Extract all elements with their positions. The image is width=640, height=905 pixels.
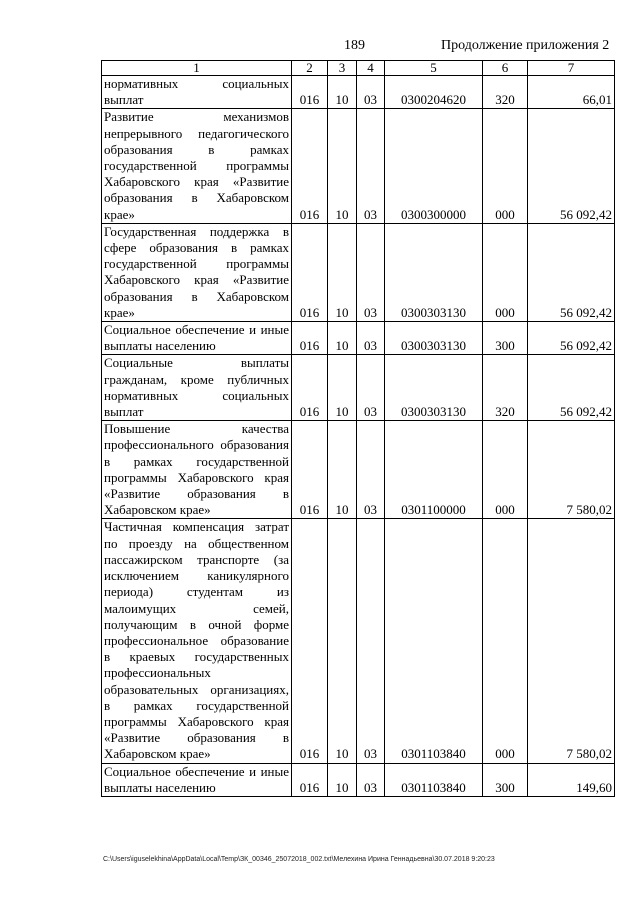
table-row [102, 109, 615, 223]
expense-type-code: 000 [483, 421, 528, 519]
section-code: 10 [328, 109, 357, 223]
expense-type-code: 000 [483, 109, 528, 223]
subsection-code: 03 [357, 355, 385, 421]
column-header: 3 [328, 61, 357, 76]
ministry-code: 016 [292, 355, 328, 421]
expense-description: Государственная поддержка в сфере образования в рамках государственной программы Хабаровского края «Развитие образования в Хабаровском крае» [102, 223, 292, 321]
table-row [102, 223, 615, 321]
expense-type-code: 320 [483, 355, 528, 421]
ministry-code: 016 [292, 519, 328, 763]
table-row [102, 519, 615, 763]
column-header: 5 [385, 61, 483, 76]
amount: 56 092,42 [528, 355, 615, 421]
expense-description: нормативных социальных выплат [102, 76, 292, 109]
expense-description: Социальное обеспечение и иные выплаты населению [102, 322, 292, 355]
column-number-row [102, 61, 615, 76]
target-item-code: 0300303130 [385, 322, 483, 355]
amount: 7 580,02 [528, 421, 615, 519]
section-code: 10 [328, 223, 357, 321]
target-item-code: 0301103840 [385, 763, 483, 796]
section-code: 10 [328, 519, 357, 763]
amount: 149,60 [528, 763, 615, 796]
table-row [102, 421, 615, 519]
table-row [102, 76, 615, 109]
target-item-code: 0301103840 [385, 519, 483, 763]
column-header: 6 [483, 61, 528, 76]
subsection-code: 03 [357, 519, 385, 763]
section-code: 10 [328, 76, 357, 109]
subsection-code: 03 [357, 109, 385, 223]
ministry-code: 016 [292, 76, 328, 109]
subsection-code: 03 [357, 763, 385, 796]
expense-type-code: 000 [483, 223, 528, 321]
expense-description: Социальное обеспечение и иные выплаты населению [102, 763, 292, 796]
expense-type-code: 320 [483, 76, 528, 109]
ministry-code: 016 [292, 763, 328, 796]
expense-type-code: 300 [483, 322, 528, 355]
expense-description: Социальные выплаты гражданам, кроме публичных нормативных социальных выплат [102, 355, 292, 421]
file-path-footer: C:\Users\iguselekhina\AppData\Local\Temp\ЗК_00346_25072018_002.txt\Мелехина Ирина Геннадьевна\30.07.2018 9:20:23 [103, 856, 495, 863]
budget-table [101, 60, 615, 797]
column-header: 7 [528, 61, 615, 76]
expense-description: Повышение качества профессионального образования в рамках государственной программы Хабаровского края «Развитие образования в Хабаровском крае» [102, 421, 292, 519]
expense-description: Частичная компенсация затрат по проезду на общественном пассажирском транспорте (за исключением каникулярного периода) студентам из малоимущих семей, получающим в очной форме профессиональное образование в краевых государственных профессиональных образовательных организациях, в рамках государственной программы Хабаровского края «Развитие образования в Хабаровском крае» [102, 519, 292, 763]
amount: 56 092,42 [528, 223, 615, 321]
amount: 56 092,42 [528, 322, 615, 355]
amount: 66,01 [528, 76, 615, 109]
table-row [102, 763, 615, 796]
ministry-code: 016 [292, 421, 328, 519]
target-item-code: 0300300000 [385, 109, 483, 223]
target-item-code: 0300303130 [385, 223, 483, 321]
column-header: 2 [292, 61, 328, 76]
column-header: 1 [102, 61, 292, 76]
expense-type-code: 300 [483, 763, 528, 796]
expense-type-code: 000 [483, 519, 528, 763]
subsection-code: 03 [357, 421, 385, 519]
target-item-code: 0301100000 [385, 421, 483, 519]
page-number: 189 [344, 38, 365, 53]
section-code: 10 [328, 322, 357, 355]
ministry-code: 016 [292, 223, 328, 321]
amount: 7 580,02 [528, 519, 615, 763]
ministry-code: 016 [292, 109, 328, 223]
section-code: 10 [328, 355, 357, 421]
subsection-code: 03 [357, 76, 385, 109]
amount: 56 092,42 [528, 109, 615, 223]
section-code: 10 [328, 763, 357, 796]
subsection-code: 03 [357, 322, 385, 355]
section-code: 10 [328, 421, 357, 519]
column-header: 4 [357, 61, 385, 76]
subsection-code: 03 [357, 223, 385, 321]
target-item-code: 0300303130 [385, 355, 483, 421]
ministry-code: 016 [292, 322, 328, 355]
table-row [102, 322, 615, 355]
target-item-code: 0300204620 [385, 76, 483, 109]
table-row [102, 355, 615, 421]
appendix-continuation-label: Продолжение приложения 2 [441, 38, 610, 53]
expense-description: Развитие механизмов непрерывного педагогического образования в рамках государственной программы Хабаровского края «Развитие образования в Хабаровском крае» [102, 109, 292, 223]
